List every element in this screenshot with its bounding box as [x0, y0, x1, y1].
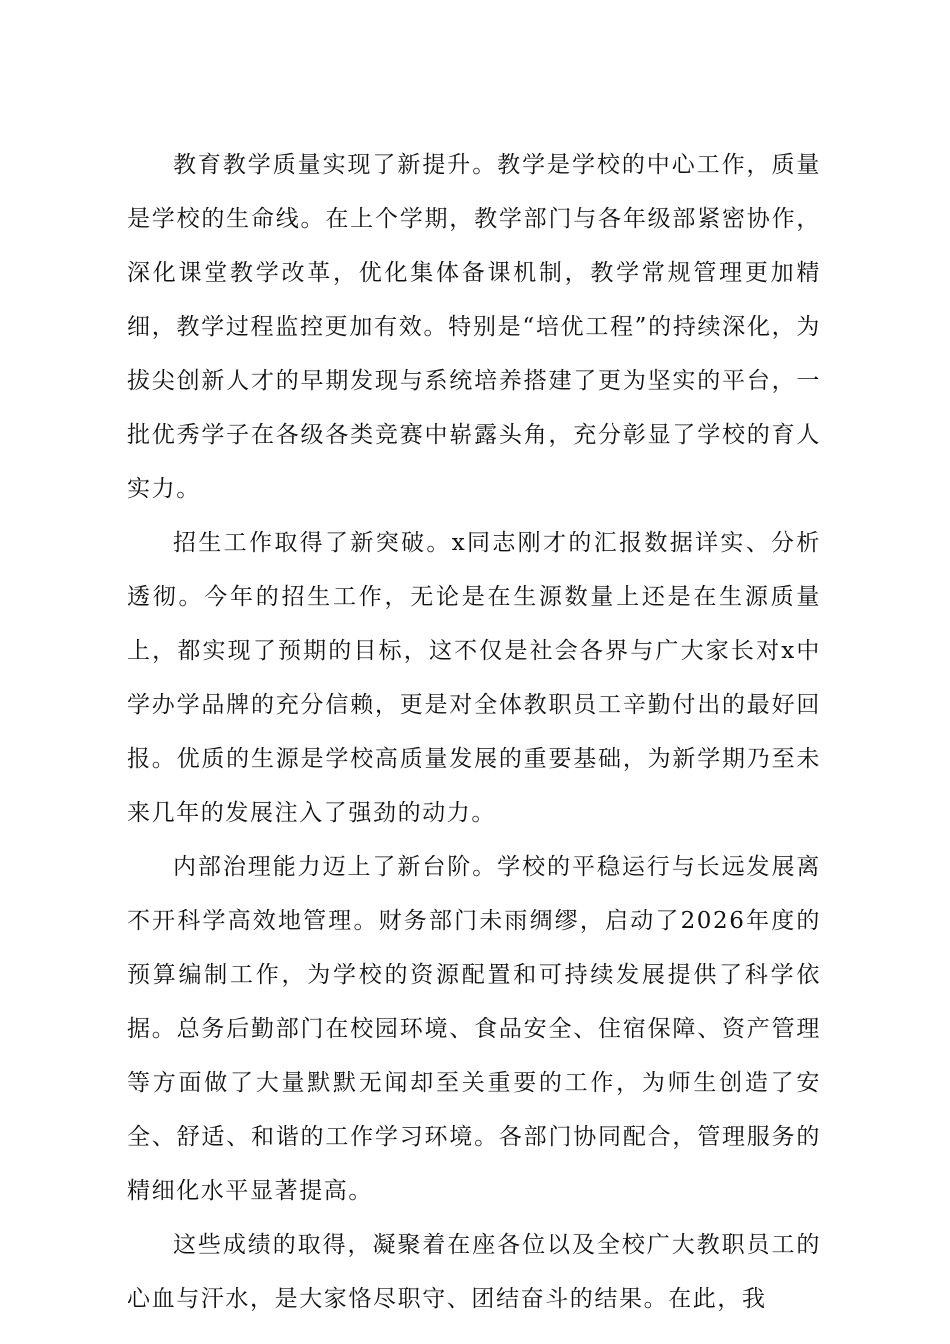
paragraph-teaching-quality: 教育教学质量实现了新提升。教学是学校的中心工作，质量是学校的生命线。在上个学期，教学部门与各年级部紧密协作，深化课堂教学改革，优化集体备课机制，教学常规管理更加精细，教学过程监控更加有效。特别是“培优工程”的持续深化，为拔尖创新人才的早期发现与系统培养搭建了更为坚实的平台，一批优秀学子在各级各类竞赛中崭露头角，充分彰显了学校的育人实力。 [127, 152, 821, 502]
paragraph-governance: 内部治理能力迈上了新台阶。学校的平稳运行与长远发展离不开科学高效地管理。财务部门未雨绸缪，启动了2026年度的预算编制工作，为学校的资源配置和可持续发展提供了科学依据。总务后勤部门在校园环境、食品安全、住宿保障、资产管理等方面做了大量默默无闻却至关重要的工作，为师生创造了安全、舒适、和谐的工作学习环境。各部门协同配合，管理服务的精细化水平显著提高。 [127, 854, 821, 1204]
paragraph-enrollment: 招生工作取得了新突破。x同志刚才的汇报数据详实、分析透彻。今年的招生工作，无论是在生源数量上还是在生源质量上，都实现了预期的目标，这不仅是社会各界与广大家长对x中学办学品牌的充分信赖，更是对全体教职员工辛勤付出的最好回报。优质的生源是学校高质量发展的重要基础，为新学期乃至未来几年的发展注入了强劲的动力。 [127, 530, 821, 826]
document-body [127, 138, 821, 1326]
paragraph-achievements: 这些成绩的取得，凝聚着在座各位以及全校广大教职员工的心血与汗水，是大家恪尽职守、团结奋斗的结果。在此，我 [127, 1232, 821, 1312]
